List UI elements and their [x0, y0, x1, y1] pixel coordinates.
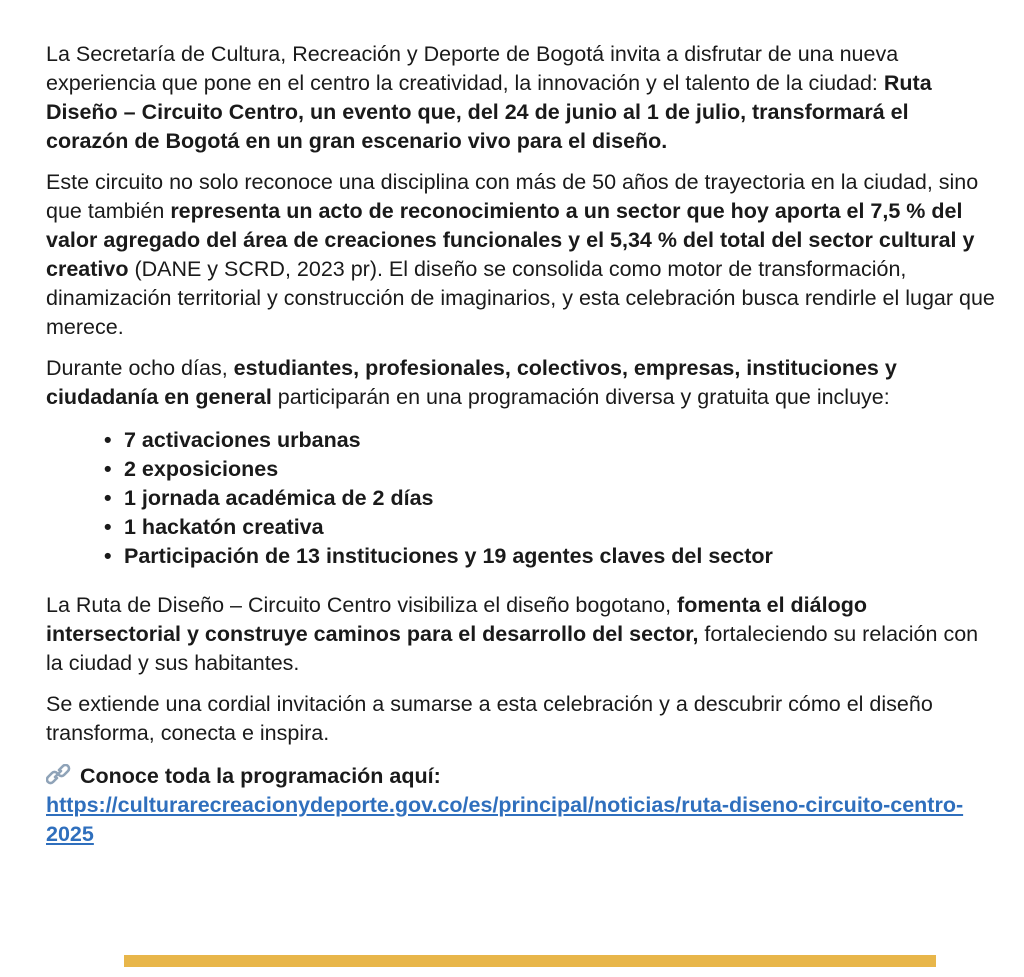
participants-paragraph — [46, 354, 996, 412]
visibility-text-start: La Ruta de Diseño – Circuito Centro visibiliza el diseño bogotano, — [46, 593, 678, 617]
list-item: • 2 exposiciones — [124, 455, 996, 484]
intro-highlight: Ruta Diseño – Circuito Centro, un evento que, del 24 de junio al 1 de julio, transformará el corazón de Bogotá en un gran escenario vivo para el diseño. — [46, 71, 932, 153]
program-link-line — [46, 762, 996, 849]
sector-paragraph — [46, 168, 996, 342]
link-icon — [46, 764, 72, 786]
participants-text-end: participarán en una programación diversa y gratuita que incluye: — [271, 385, 890, 409]
participants-text-start: Durante ocho días, — [46, 356, 234, 380]
invitation-paragraph — [46, 690, 996, 748]
list-item: • Participación de 13 instituciones y 19 agentes claves del sector — [124, 542, 996, 571]
list-item: • 1 jornada académica de 2 días — [124, 484, 996, 513]
list-item: • 7 activaciones urbanas — [124, 426, 996, 455]
program-url-link[interactable]: https://culturarecreacionydeporte.gov.co/es/principal/noticias/ruta-diseno-circuito-centro-2025 — [46, 793, 964, 846]
participants-highlight: estudiantes, profesionales, colectivos, empresas, instituciones y ciudadanía en general — [46, 356, 897, 409]
sector-text-end: (DANE y SCRD, 2023 pr). El diseño se consolida como motor de transformación, dinamización territorial y construcción de imaginarios, y esta celebración busca rendirle el lugar que merece. — [46, 257, 995, 339]
footer-divider — [124, 955, 936, 967]
visibility-highlight: fomenta el diálogo intersectorial y construye caminos para el desarrollo del sector, — [46, 593, 867, 646]
sector-highlight: representa un acto de reconocimiento a un sector que hoy aporta el 7,5 % del valor agregado del área de creaciones funcionales y el 5,34 % del total del sector cultural y creativo — [46, 199, 975, 281]
visibility-text-end: fortaleciendo su relación con la ciudad y sus habitantes. — [46, 622, 979, 675]
intro-paragraph — [46, 40, 996, 156]
list-item: • 1 hackatón creativa — [124, 513, 996, 542]
program-label: Conoce toda la programación aquí: — [80, 764, 441, 788]
activities-list — [46, 426, 996, 571]
invitation-text: Se extiende una cordial invitación a sumarse a esta celebración y a descubrir cómo el diseño transforma, conecta e inspira. — [46, 692, 933, 745]
intro-text: La Secretaría de Cultura, Recreación y Deporte de Bogotá invita a disfrutar de una nueva experiencia que pone en el centro la creatividad, la innovación y el talento de la ciudad: — [46, 42, 899, 95]
sector-text-start: Este circuito no solo reconoce una disciplina con más de 50 años de trayectoria en la ciudad, sino que también — [46, 170, 979, 223]
visibility-paragraph — [46, 591, 996, 678]
article-body — [46, 40, 996, 861]
